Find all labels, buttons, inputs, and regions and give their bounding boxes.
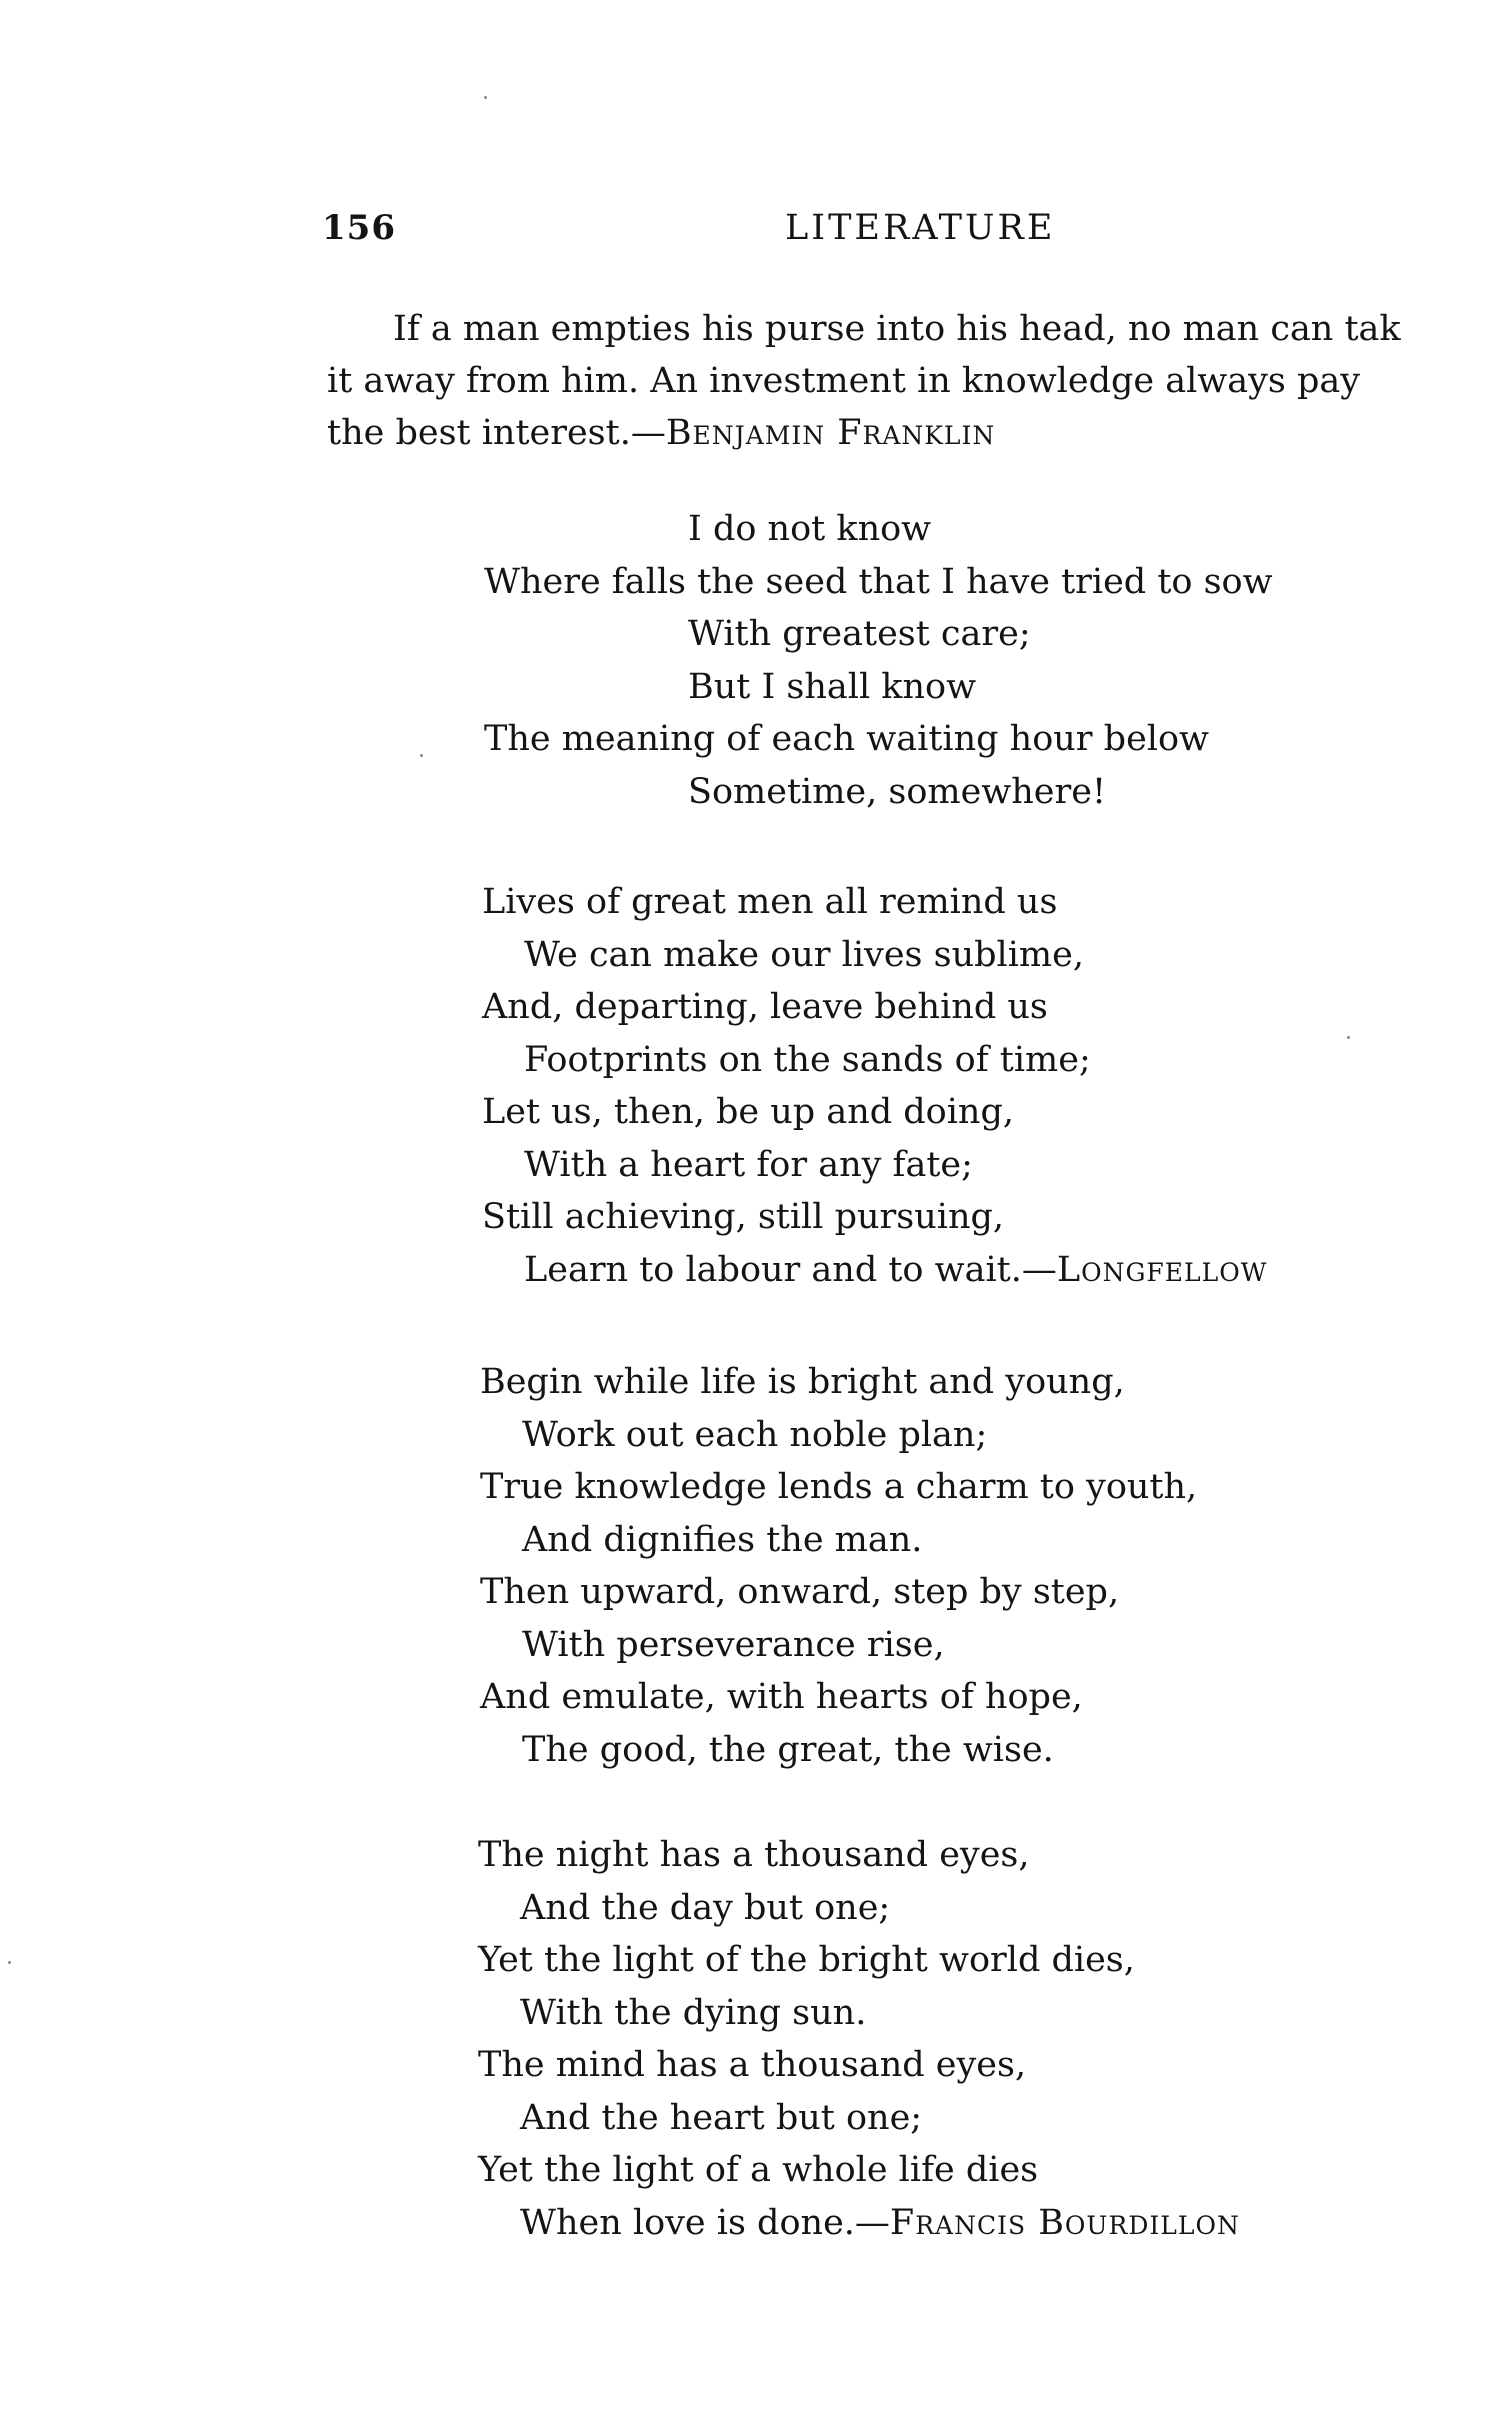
verse-line: With the dying sun. — [520, 1992, 867, 2033]
prose-line-text: the best interest.— — [327, 413, 666, 453]
poem-stanza-2 — [482, 876, 1267, 1296]
running-title: LITERATURE — [785, 208, 1056, 248]
poem-stanza-3 — [480, 1356, 1197, 1776]
attribution: Benjamin Franklin — [665, 413, 996, 453]
verse-line: Still achieving, still pursuing, — [482, 1197, 1005, 1237]
poem-stanza-1 — [484, 503, 1273, 818]
verse-line: The good, the great, the wise. — [522, 1729, 1054, 1770]
verse-line: The mind has a thousand eyes, — [478, 2045, 1027, 2085]
verse-line: The night has a thousand eyes, — [478, 1835, 1030, 1875]
verse-line: Then upward, onward, step by step, — [480, 1572, 1120, 1612]
franklin-quote — [327, 303, 1508, 459]
verse-line: And dignifies the man. — [522, 1519, 923, 1560]
attribution: Francis Bourdillon — [889, 2202, 1240, 2243]
paper-speck — [8, 1961, 11, 1964]
verse-line: With a heart for any fate; — [524, 1144, 973, 1185]
paper-speck — [420, 754, 423, 757]
verse-line: Yet the light of a whole life dies — [478, 2150, 1039, 2190]
verse-line: But I shall know — [688, 666, 977, 707]
verse-line: Footprints on the sands of time; — [524, 1039, 1091, 1080]
verse-line-text: When love is done.— — [520, 2202, 890, 2243]
verse-line: With greatest care; — [688, 614, 1031, 654]
verse-line: The meaning of each waiting hour below — [484, 719, 1210, 759]
prose-line: it away from him. An investment in knowledge always pay — [327, 361, 1361, 401]
verse-line: Where falls the seed that I have tried to sow — [484, 561, 1273, 602]
paper-speck — [484, 96, 487, 99]
verse-line: We can make our lives sublime, — [524, 934, 1084, 975]
verse-line-text: Learn to labour and to wait.— — [524, 1249, 1057, 1290]
attribution: Longfellow — [1056, 1249, 1268, 1290]
verse-line: With perseverance rise, — [522, 1624, 945, 1665]
verse-line: Yet the light of the bright world dies, — [478, 1940, 1135, 1980]
verse-line: Begin while life is bright and young, — [480, 1362, 1125, 1402]
paper-speck — [1347, 1036, 1350, 1039]
verse-line: True knowledge lends a charm to youth, — [480, 1467, 1198, 1507]
verse-line: Lives of great men all remind us — [482, 882, 1058, 922]
verse-line — [482, 1244, 1267, 1297]
page-number: 156 — [322, 208, 396, 248]
prose-line: If a man empties his purse into his head, no man can tak — [393, 309, 1401, 349]
verse-line: And, departing, leave behind us — [482, 987, 1048, 1027]
verse-line: Sometime, somewhere! — [688, 771, 1107, 812]
verse-line: And the day but one; — [520, 1887, 891, 1928]
verse-line: I do not know — [688, 509, 932, 549]
verse-line: And the heart but one; — [520, 2097, 923, 2138]
prose-line — [327, 407, 1508, 459]
verse-line: Work out each noble plan; — [522, 1414, 988, 1455]
poem-stanza-4 — [478, 1829, 1240, 2249]
verse-line: And emulate, with hearts of hope, — [480, 1677, 1083, 1717]
verse-line: Let us, then, be up and doing, — [482, 1092, 1015, 1132]
verse-line — [478, 2197, 1240, 2250]
